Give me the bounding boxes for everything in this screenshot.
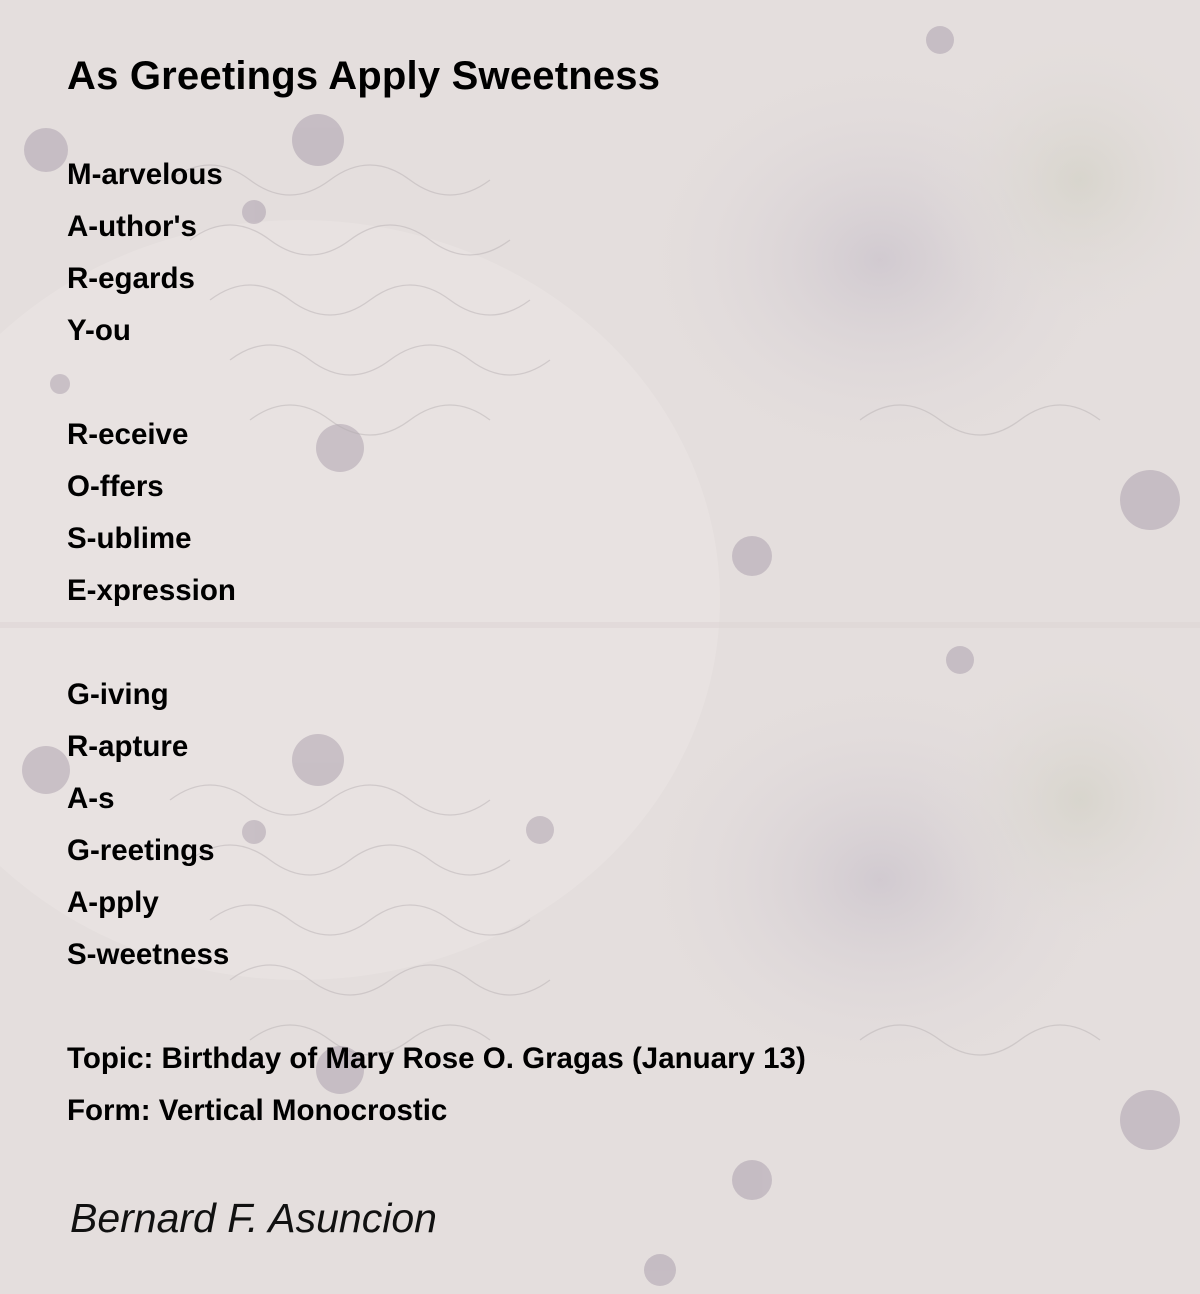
poem-notes (67, 1033, 806, 1137)
poem-author: Bernard F. Asuncion (70, 1195, 437, 1241)
poem-line: E-xpression (67, 574, 236, 607)
stanza-1 (67, 149, 223, 357)
poem-line: R-eceive (67, 418, 189, 451)
poem-line: A-uthor's (67, 210, 197, 243)
poem-line: S-ublime (67, 522, 192, 555)
poem-line: Y-ou (67, 314, 131, 347)
poem-line: G-iving (67, 678, 169, 711)
poem-line: R-apture (67, 730, 189, 763)
poem-line: S-weetness (67, 938, 230, 971)
poem-line: G-reetings (67, 834, 215, 867)
poem-line: A-pply (67, 886, 159, 919)
poem-line: R-egards (67, 262, 195, 295)
stanza-2 (67, 409, 236, 617)
stanza-3 (67, 669, 229, 981)
poem-line: A-s (67, 782, 115, 815)
poem-line: M-arvelous (67, 158, 223, 191)
poem-topic: Topic: Birthday of Mary Rose O. Gragas (January 13) (67, 1042, 806, 1075)
poem-form: Form: Vertical Monocrostic (67, 1094, 448, 1127)
poem-title: As Greetings Apply Sweetness (67, 54, 661, 98)
poem-line: O-ffers (67, 470, 164, 503)
